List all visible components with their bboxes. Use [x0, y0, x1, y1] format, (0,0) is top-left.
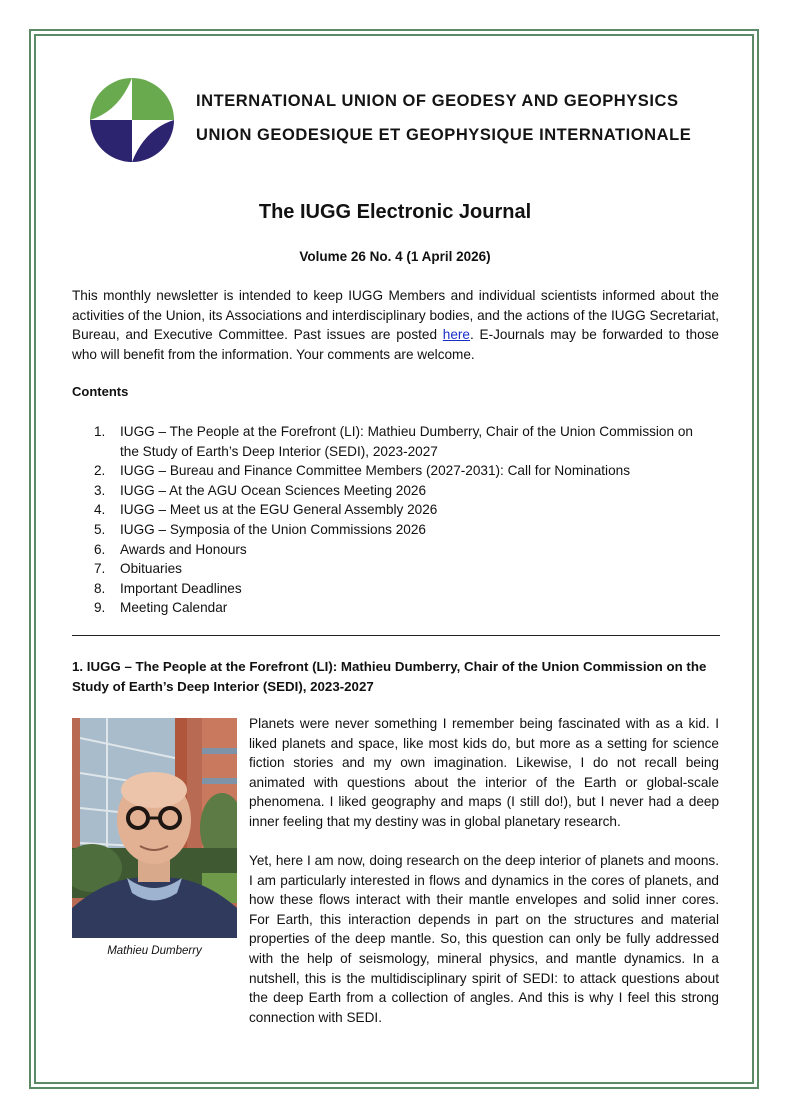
portrait-photo — [72, 718, 237, 938]
toc-number: 9. — [94, 600, 106, 616]
toc-number: 1. — [94, 424, 106, 439]
journal-volume: Volume 26 No. 4 (1 April 2026) — [299, 249, 491, 264]
toc-label: Awards and Honours — [120, 541, 247, 557]
contents-heading: Contents — [72, 384, 129, 399]
toc-number: 8. — [94, 580, 106, 596]
toc-item[interactable] — [94, 579, 714, 599]
section-1-paragraph: Planets were never something I remember being fascinated with as a kid. I liked planets and space, like most kids do, but more as a setting for science fiction stories and my own imagination. Likewise, I do not recall being animated with questions about the interior of the Earth or global-scale phenomena. I liked geography and maps (I still do!), but I never had a deep inner feeling that my destiny was in global planetary research. — [249, 716, 719, 829]
toc-label: IUGG – The People at the Forefront (LI): Mathieu Dumberry, Chair of the Union Commission on the Study of Earth’s Deep Interior (SEDI), 2023-2027 — [120, 424, 693, 459]
intro-text-b: . E-Journals may be forwarded to those who will benefit from the information. Your comments are welcome. — [72, 327, 719, 363]
section-divider — [72, 635, 720, 636]
toc-label: Obituaries — [120, 561, 182, 577]
toc-item[interactable] — [94, 520, 714, 540]
intro-paragraph — [72, 286, 719, 365]
toc-item[interactable] — [94, 481, 714, 501]
toc-item[interactable] — [94, 598, 714, 618]
toc-number: 3. — [94, 482, 106, 498]
photo-caption: Mathieu Dumberry — [107, 945, 202, 957]
toc-label: Meeting Calendar — [120, 600, 228, 616]
toc-item[interactable] — [94, 500, 714, 520]
org-name-french: UNION GEODESIQUE ET GEOPHYSIQUE INTERNATIONALE — [196, 126, 692, 144]
toc-item[interactable] — [94, 422, 714, 461]
table-of-contents — [94, 422, 714, 618]
past-issues-link[interactable]: here — [442, 327, 470, 343]
toc-item[interactable] — [94, 540, 714, 560]
toc-label: IUGG – Meet us at the EGU General Assembly 2026 — [120, 502, 438, 518]
intro-text-a: This monthly newsletter is intended to keep IUGG Members and individual scientists informed about the activities of the Union, its Associations and interdisciplinary bodies, and the actions of the IUGG Secretariat, Bureau, and Executive Committee. Past issues are posted — [72, 288, 719, 343]
toc-label: IUGG – Bureau and Finance Committee Members (2027-2031): Call for Nominations — [120, 463, 630, 479]
toc-number: 7. — [94, 561, 106, 577]
toc-number: 4. — [94, 502, 106, 518]
iugg-logo-icon — [89, 77, 175, 163]
section-1-paragraph: Yet, here I am now, doing research on the deep interior of planets and moons. I am particularly interested in flows and dynamics in the cores of planets, and how these flows interact with their mantle envelopes and solid inner cores. For Earth, this interaction depends in part on the structures and material properties of the deep mantle. So, this question can only be fully addressed with the help of seismology, mineral physics, and mantle dynamics. In a nutshell, this is the multidisciplinary spirit of SEDI: to attack questions about the deep Earth from a collection of angles. And this is why I feel this strong connection with SEDI. — [249, 853, 719, 1025]
toc-label: IUGG – Symposia of the Union Commissions 2026 — [120, 521, 426, 537]
toc-label: Important Deadlines — [120, 580, 242, 596]
toc-number: 2. — [94, 463, 106, 479]
toc-number: 5. — [94, 521, 106, 537]
toc-item[interactable] — [94, 461, 714, 481]
journal-title: The IUGG Electronic Journal — [258, 201, 532, 223]
org-name-english: INTERNATIONAL UNION OF GEODESY AND GEOPHYSICS — [196, 92, 679, 110]
toc-number: 6. — [94, 541, 106, 557]
section-1-heading: 1. IUGG – The People at the Forefront (LI): Mathieu Dumberry, Chair of the Union Commission on the Study of Earth’s Deep Interior (SEDI), 2023-2027 — [72, 659, 707, 694]
toc-label: IUGG – At the AGU Ocean Sciences Meeting 2026 — [120, 482, 427, 498]
toc-item[interactable] — [94, 559, 714, 579]
